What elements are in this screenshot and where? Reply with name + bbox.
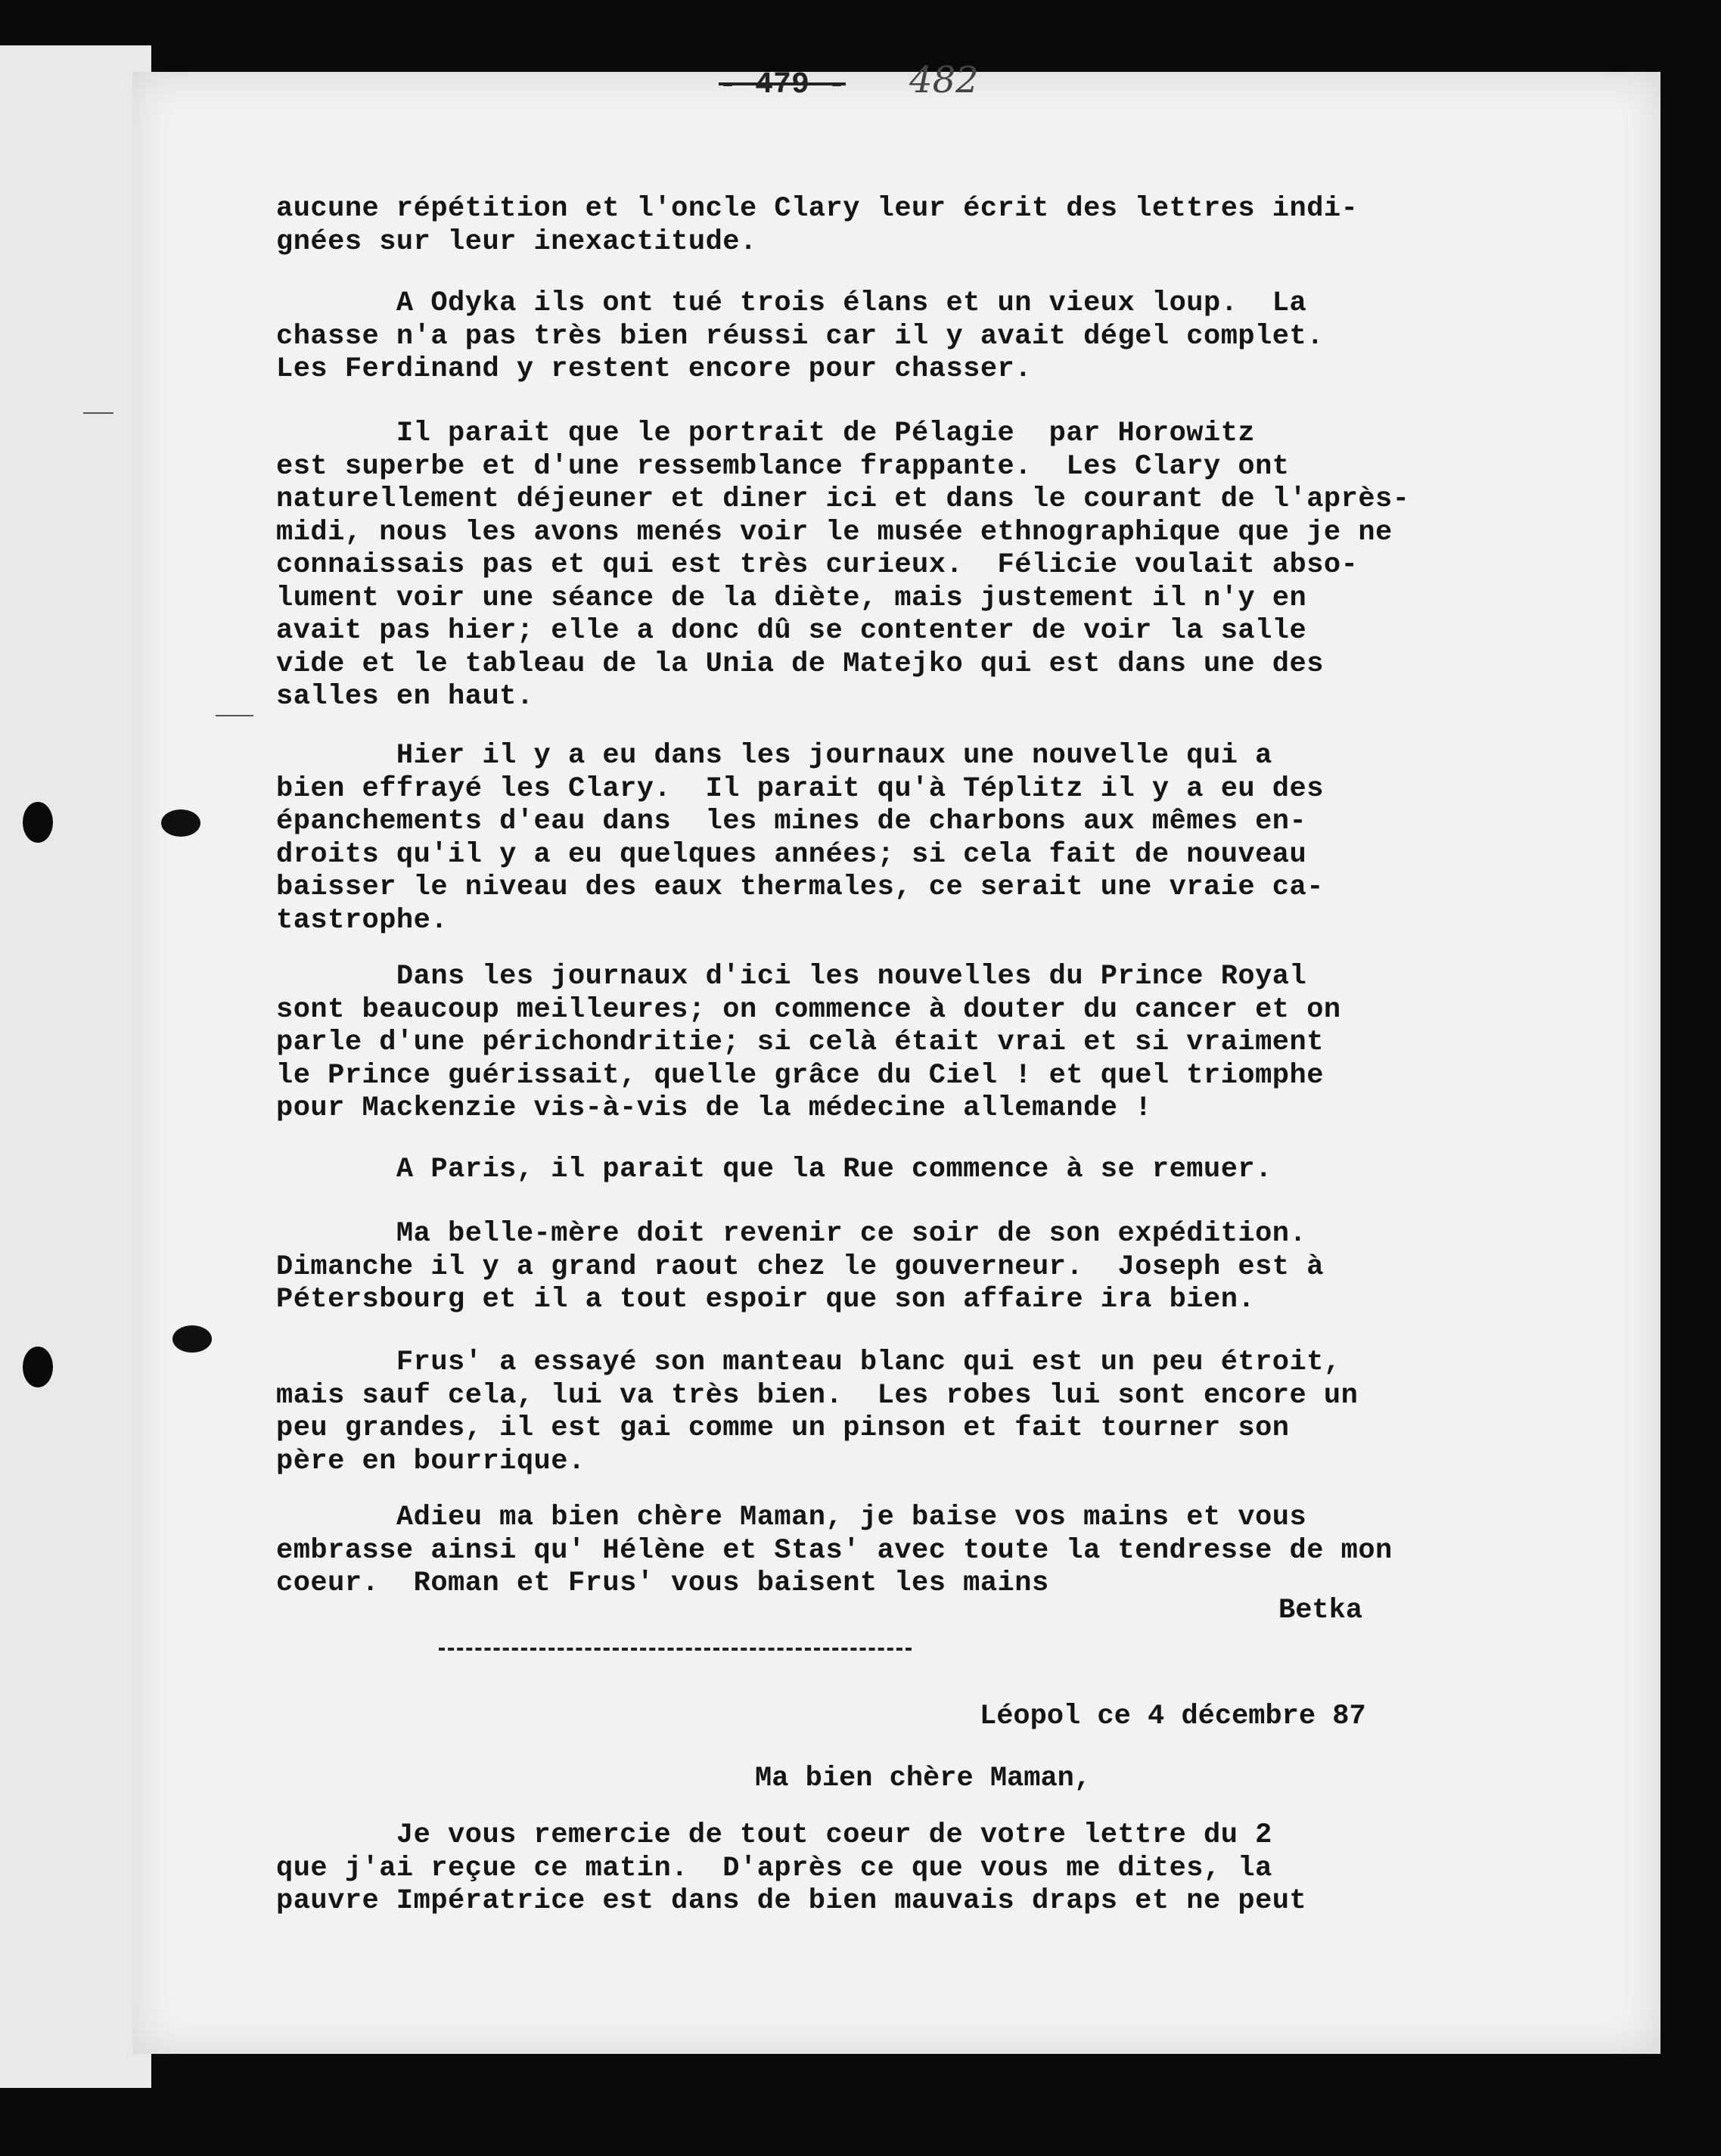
paragraph: Adieu ma bien chère Maman, je baise vos mains et vous embrasse ainsi qu' Hélène et Stas' avec toute la tendresse de mon coeur. Roman et Frus' vous baisent les mains (276, 1502, 1393, 1599)
printed-page-number: - 479 - (719, 68, 847, 102)
letter-separator (439, 1648, 912, 1651)
paragraph: A Paris, il parait que la Rue commence à se remuer. (276, 1154, 1272, 1185)
dateline: Léopol ce 4 décembre 87 (980, 1701, 1366, 1732)
paragraph: Hier il y a eu dans les journaux une nouvelle qui a bien effrayé les Clary. Il parait qu'à Téplitz il y a eu des épanchements d'eau dans les mines de charbons aux mêmes en- droits qu'il y a eu quelques années; si cela fait de nouveau baisser le niveau des eaux thermales, ce serait une vraie ca- tastrophe. (276, 740, 1324, 937)
paragraph: Il parait que le portrait de Pélagie par Horowitz est superbe et d'une ressemblance frappante. Les Clary ont naturellement déjeuner et diner ici et dans le courant de l'après- midi, nous les avons menés voir le musée ethnographique que je ne connaissais pas et qui est très curieux. Félicie voulait abso- lument voir une séance de la diète, mais justement il n'y en avait pas hier; elle a donc dû se contenter de voir la salle vide et le tableau de la Unia de Matejko qui est dans une des salles en haut. (276, 418, 1410, 713)
salutation: Ma bien chère Maman, (755, 1763, 1092, 1794)
punch-hole-icon (161, 809, 200, 837)
signature: Betka (1278, 1595, 1363, 1626)
underlying-page (0, 45, 151, 2088)
paragraph: Ma belle-mère doit revenir ce soir de son expédition. Dimanche il y a grand raout chez le gouverneur. Joseph est à Pétersbourg et il a tout espoir que son affaire ira bien. (276, 1218, 1324, 1316)
punch-hole-icon (172, 1325, 212, 1353)
paragraph: aucune répétition et l'oncle Clary leur écrit des lettres indi- gnées sur leur inexactitude. (276, 193, 1359, 258)
punch-hole-icon (23, 802, 53, 843)
page-number (719, 59, 1173, 102)
punch-hole-icon (23, 1347, 53, 1387)
handwritten-page-number: 482 (909, 59, 979, 101)
paragraph: Dans les journaux d'ici les nouvelles du Prince Royal sont beaucoup meilleures; on commence à douter du cancer et on parle d'une périchondritie; si celà était vrai et si vraiment le Prince guérissait, quelle grâce du Ciel ! et quel triomphe pour Mackenzie vis-à-vis de la médecine allemande ! (276, 961, 1341, 1124)
paragraph: Je vous remercie de tout coeur de votre lettre du 2 que j'ai reçue ce matin. D'après ce que vous me dites, la pauvre Impératrice est dans de bien mauvais draps et ne peut (276, 1819, 1307, 1917)
margin-mark (83, 412, 113, 414)
paragraph: Frus' a essayé son manteau blanc qui est un peu étroit, mais sauf cela, lui va très bien. Les robes lui sont encore un peu grandes, il est gai comme un pinson et fait tourner son père en bourrique. (276, 1347, 1359, 1477)
margin-mark (216, 715, 253, 716)
paragraph: A Odyka ils ont tué trois élans et un vieux loup. La chasse n'a pas très bien réussi car il y avait dégel complet. Les Ferdinand y restent encore pour chasser. (276, 287, 1324, 385)
